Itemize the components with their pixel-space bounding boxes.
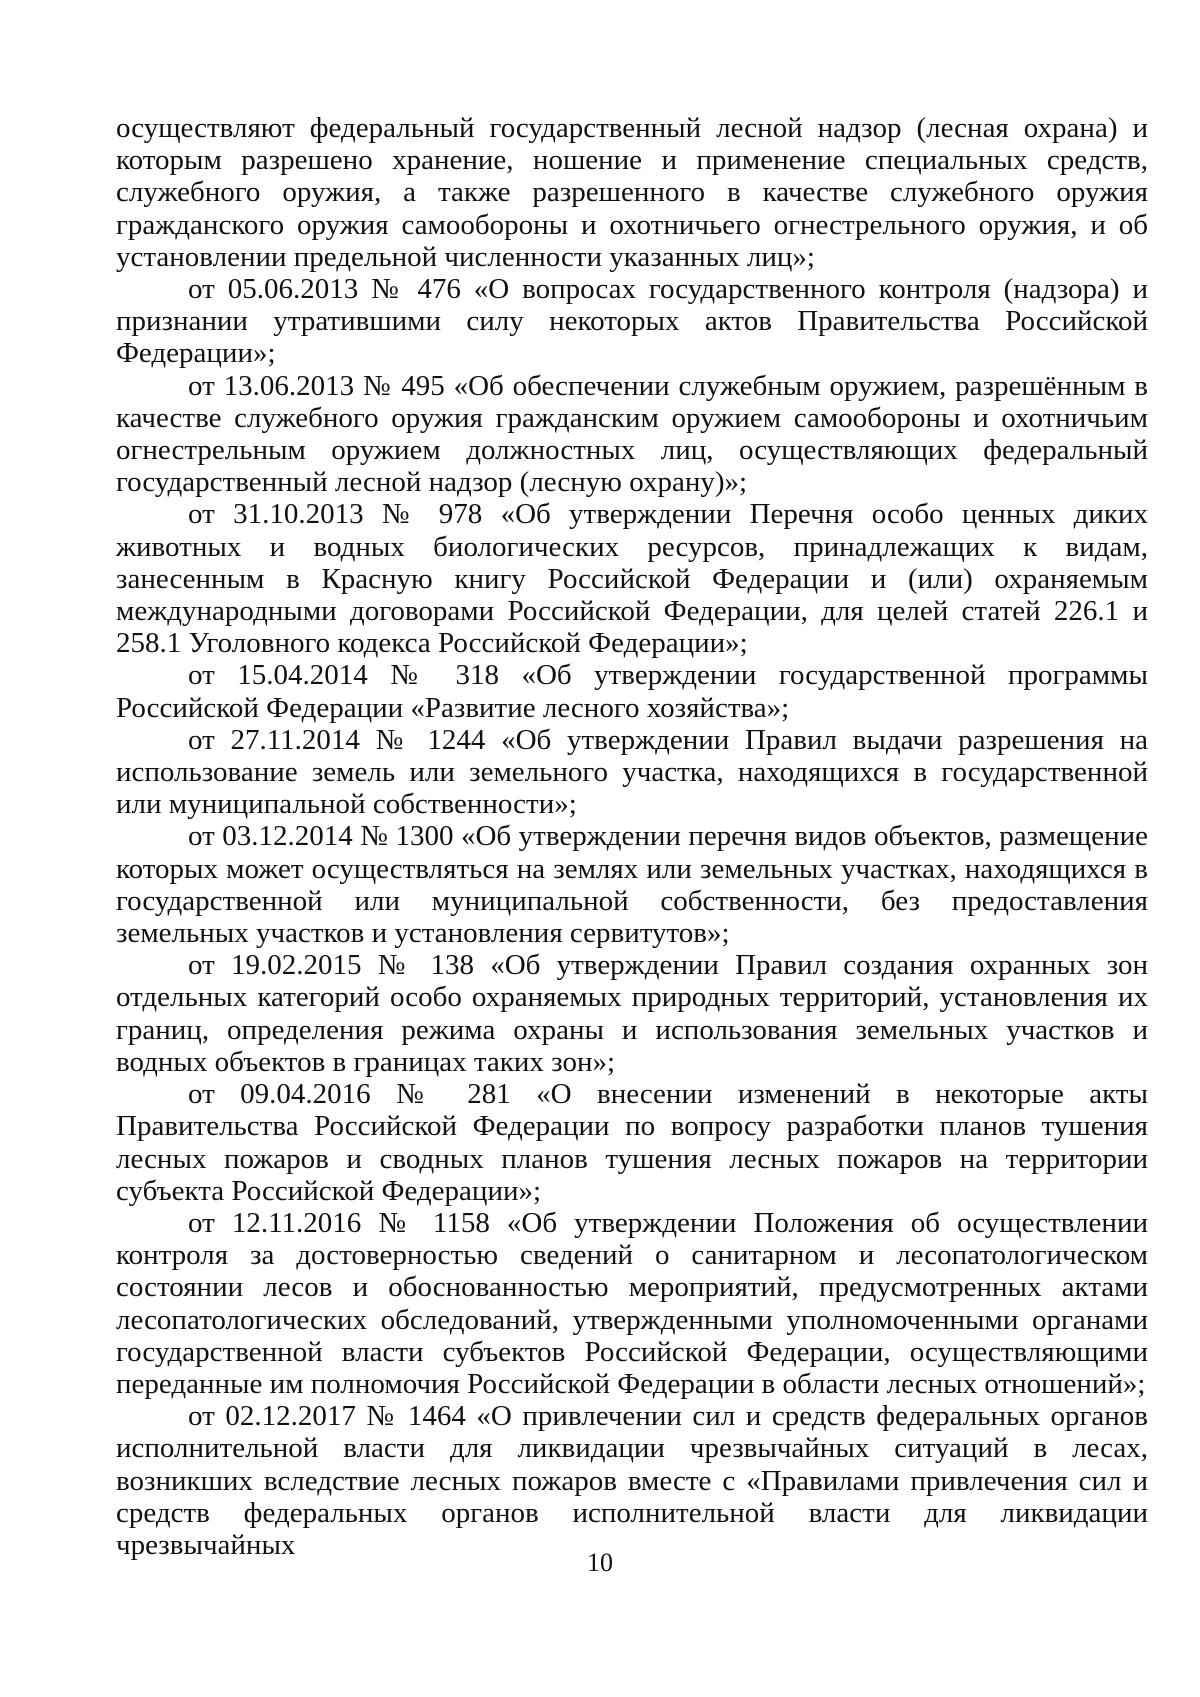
paragraph-decree-476: от 05.06.2013 № 476 «О вопросах государственного контроля (надзора) и признании утратившими силу некоторых актов Правительства Российской Федерации»; bbox=[116, 273, 1148, 370]
paragraph-decree-138: от 19.02.2015 № 138 «Об утверждении Правил создания охранных зон отдельных категорий особо охраняемых природных территорий, установления их границ, определения режима охраны и использования земельных участков и водных объектов в границах таких зон»; bbox=[116, 949, 1148, 1078]
paragraph-decree-281: от 09.04.2016 № 281 «О внесении изменений в некоторые акты Правительства Российской Федерации по вопросу разработки планов тушения лесных пожаров и сводных планов тушения лесных пожаров на территории субъекта Российской Федерации»; bbox=[116, 1078, 1148, 1207]
paragraph-decree-318: от 15.04.2014 № 318 «Об утверждении государственной программы Российской Федерации «Развитие лесного хозяйства»; bbox=[116, 659, 1148, 724]
paragraph-continued: осуществляют федеральный государственный лесной надзор (лесная охрана) и которым разрешено хранение, ношение и применение специальных средств, служебного оружия, а также разрешенного в качестве служебного оружия гражданского оружия самообороны и охотничьего огнестрельного оружия, и об установлении предельной численности указанных лиц»; bbox=[116, 112, 1148, 273]
paragraph-decree-978: от 31.10.2013 № 978 «Об утверждении Перечня особо ценных диких животных и водных биологических ресурсов, принадлежащих к видам, занесенным в Красную книгу Российской Федерации и (или) охраняемым международными договорами Российской Федерации, для целей статей 226.1 и 258.1 Уголовного кодекса Российской Федерации»; bbox=[116, 498, 1148, 660]
page-number: 10 bbox=[587, 1548, 613, 1577]
paragraph-decree-1158: от 12.11.2016 № 1158 «Об утверждении Положения об осуществлении контроля за достоверностью сведений о санитарном и лесопатологическом состоянии лесов и обоснованностью мероприятий, предусмотренных актами лесопатологических обследований, утвержденными уполномоченными органами государственной власти субъектов Российской Федерации, осуществляющими переданные им полномочия Российской Федерации в области лесных отношений»; bbox=[116, 1206, 1148, 1400]
paragraph-decree-1300: от 03.12.2014 № 1300 «Об утверждении перечня видов объектов, размещение которых может осуществляться на землях или земельных участках, находящихся в государственной или муниципальной собственности, без предоставления земельных участков и установления сервитутов»; bbox=[116, 820, 1148, 950]
paragraph-decree-1244: от 27.11.2014 № 1244 «Об утверждении Правил выдачи разрешения на использование земель или земельного участка, находящихся в государственной или муниципальной собственности»; bbox=[116, 723, 1148, 821]
paragraph-decree-1464: от 02.12.2017 № 1464 «О привлечении сил и средств федеральных органов исполнительной власти для ликвидации чрезвычайных ситуаций в лесах, возникших вследствие лесных пожаров вместе с «Правилами привлечения сил и средств федеральных органов исполнительной власти для ликвидации чрезвычайных bbox=[116, 1400, 1148, 1561]
body-text bbox=[116, 112, 1148, 1561]
paragraph-decree-495: от 13.06.2013 № 495 «Об обеспечении служебным оружием, разрешённым в качестве служебного оружия гражданским оружием самообороны и охотничьим огнестрельным оружием должностных лиц, осуществляющих федеральный государственный лесной надзор (лесную охрану)»; bbox=[116, 369, 1148, 499]
